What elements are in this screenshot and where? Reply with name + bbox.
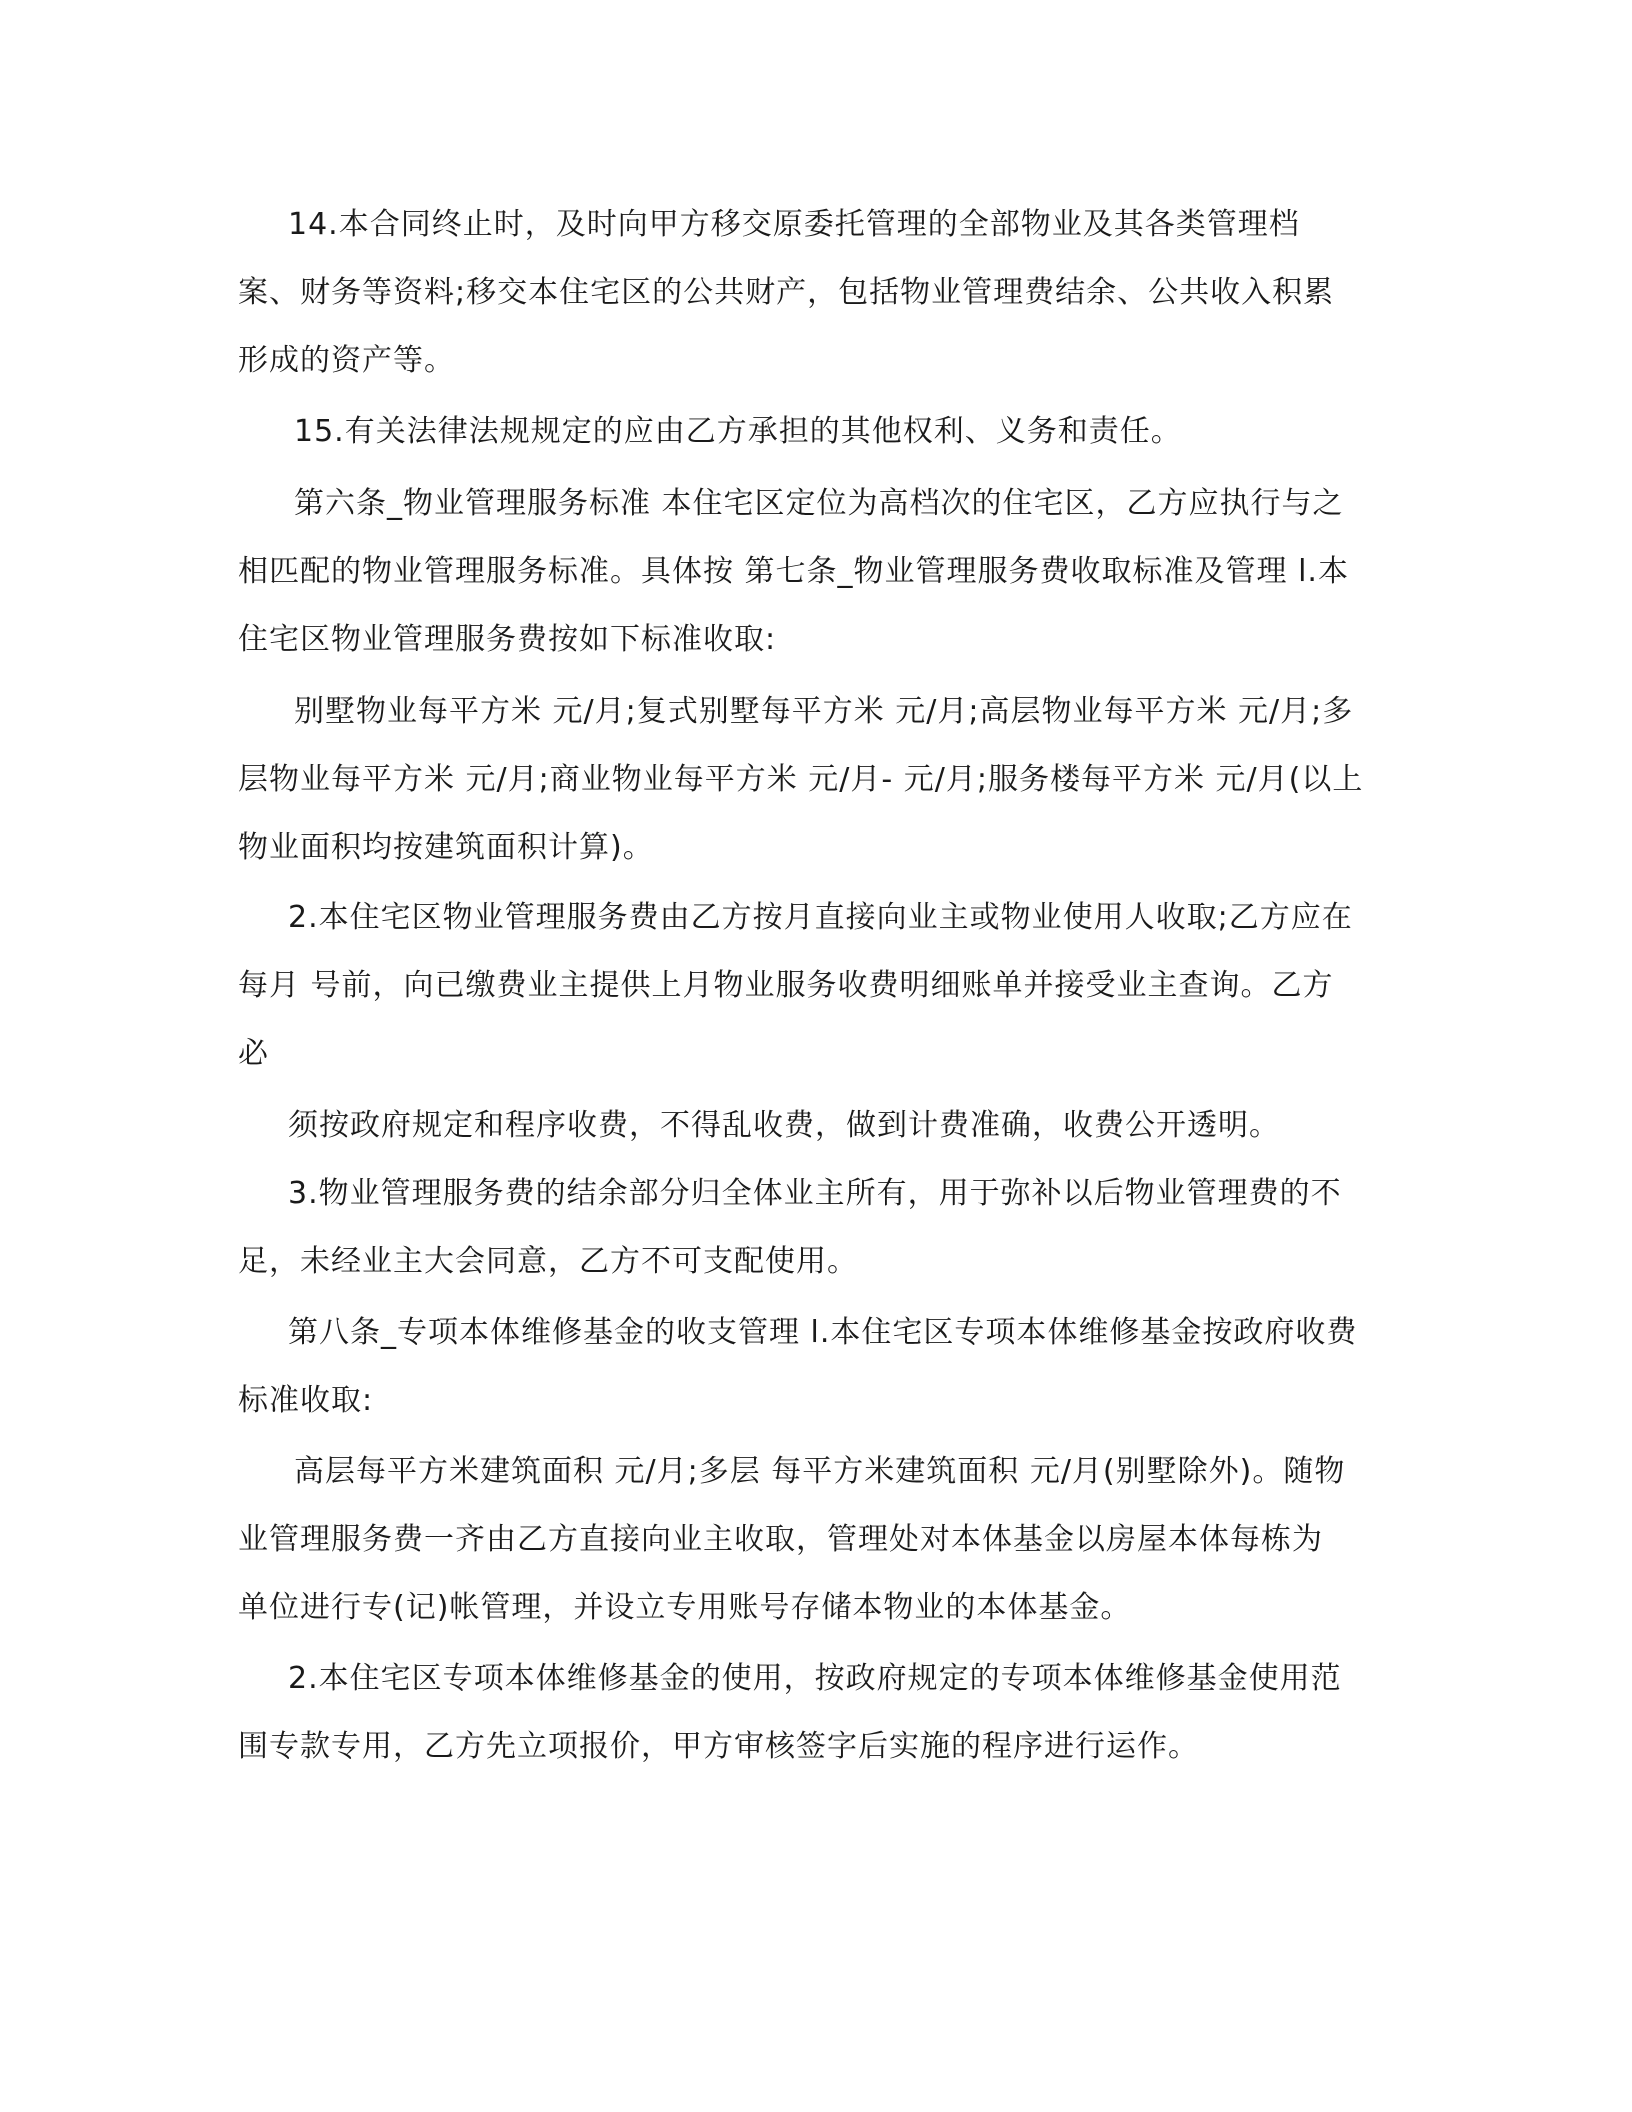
- text-line: 第六条_物业管理服务标准 本住宅区定位为高档次的住宅区，乙方应执行与之: [294, 486, 1344, 521]
- text-line: 标准收取:: [238, 1383, 374, 1418]
- text-line: 围专款专用，乙方先立项报价，甲方审核签字后实施的程序进行运作。: [238, 1729, 1199, 1764]
- text-line: 每月 号前，向已缴费业主提供上月物业服务收费明细账单并接受业主查询。乙方: [238, 968, 1334, 1003]
- text-line: 相匹配的物业管理服务标准。具体按 第七条_物业管理服务费收取标准及管理 l.本: [238, 554, 1349, 589]
- text-line: 形成的资产等。: [238, 343, 455, 378]
- text-line: 必: [238, 1036, 269, 1071]
- text-line: 14.本合同终止时，及时向甲方移交原委托管理的全部物业及其各类管理档: [288, 207, 1300, 242]
- text-line: 别墅物业每平方米 元/月;复式别墅每平方米 元/月;高层物业每平方米 元/月;多: [294, 694, 1354, 729]
- text-line: 物业面积均按建筑面积计算)。: [238, 830, 654, 865]
- text-line: 第八条_专项本体维修基金的收支管理 l.本住宅区专项本体维修基金按政府收费: [288, 1315, 1358, 1350]
- text-line: 单位进行专(记)帐管理，并设立专用账号存储本物业的本体基金。: [238, 1590, 1132, 1625]
- text-line: 层物业每平方米 元/月;商业物业每平方米 元/月- 元/月;服务楼每平方米 元/月(以上: [238, 762, 1364, 797]
- text-line: 15.有关法律法规规定的应由乙方承担的其他权利、义务和责任。: [294, 414, 1182, 449]
- text-line: 足，未经业主大会同意，乙方不可支配使用。: [238, 1244, 858, 1279]
- text-line: 3.物业管理服务费的结余部分归全体业主所有，用于弥补以后物业管理费的不: [288, 1176, 1342, 1211]
- text-line: 须按政府规定和程序收费，不得乱收费，做到计费准确，收费公开透明。: [288, 1108, 1280, 1143]
- text-line: 2.本住宅区物业管理服务费由乙方按月直接向业主或物业使用人收取;乙方应在: [288, 900, 1353, 935]
- text-line: 案、财务等资料;移交本住宅区的公共财产，包括物业管理费结余、公共收入积累: [238, 275, 1335, 310]
- text-line: 住宅区物业管理服务费按如下标准收取:: [238, 622, 777, 657]
- text-line: 2.本住宅区专项本体维修基金的使用，按政府规定的专项本体维修基金使用范: [288, 1661, 1342, 1696]
- text-line: 业管理服务费一齐由乙方直接向业主收取，管理处对本体基金以房屋本体每栋为: [238, 1522, 1323, 1557]
- text-line: 高层每平方米建筑面积 元/月;多层 每平方米建筑面积 元/月(别墅除外)。随物: [294, 1454, 1346, 1489]
